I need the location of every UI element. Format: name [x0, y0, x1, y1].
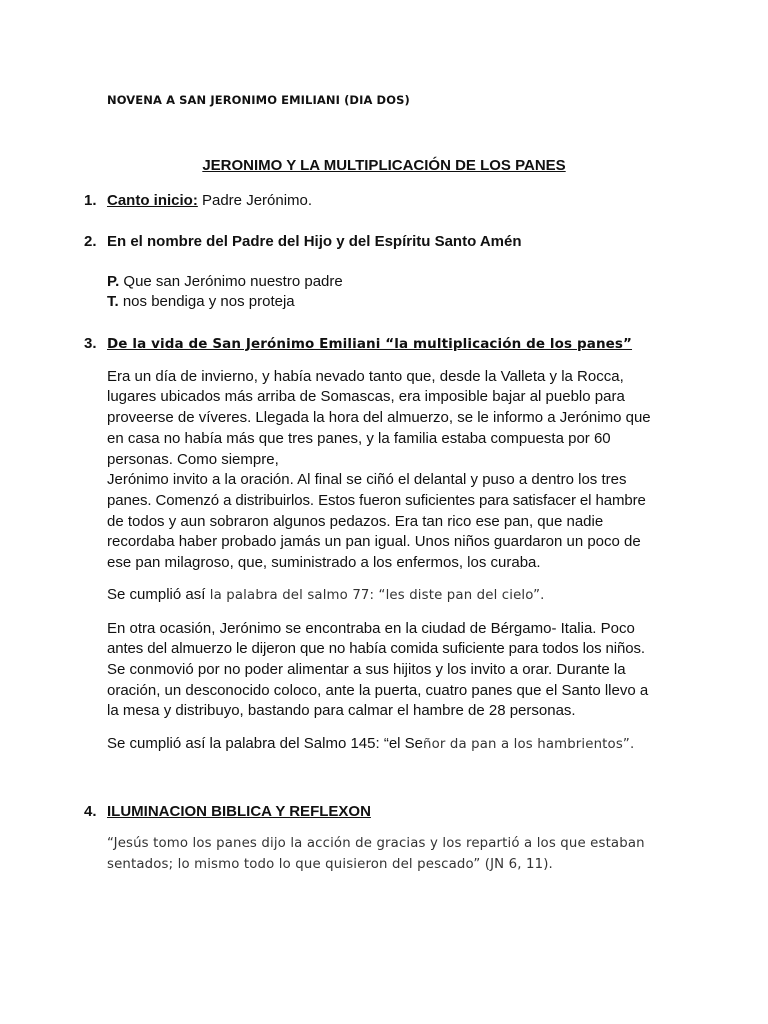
- section-4-number: 4.: [84, 803, 97, 820]
- psalm-145-line: [107, 735, 634, 752]
- prayer-p-line: [107, 273, 343, 290]
- psalm-77-lead: Se cumplió así: [107, 586, 206, 603]
- paragraph-1-line: personas. Como siempre,: [107, 451, 279, 468]
- paragraph-2-line: oración, un desconocido coloco, ante la puerta, cuatro panes que el Santo llevo a: [107, 682, 649, 699]
- section-2-heading: En el nombre del Padre del Hijo y del Espíritu Santo Amén: [107, 233, 522, 250]
- paragraph-1-line: lugares ubicados más arriba de Somascas, era imposible bajar al pueblo para: [107, 388, 625, 405]
- bible-quote-line: sentados; lo mismo todo lo que quisieron del pescado” (JN 6, 11).: [107, 857, 553, 872]
- section-1-heading: Canto inicio:: [107, 192, 198, 209]
- paragraph-1-line: en casa no había más que tres panes, y la familia estaba compuesta por 60: [107, 430, 611, 447]
- paragraph-1-line: Jerónimo invito a la oración. Al final se ciñó el delantal y puso a dentro los tres: [107, 471, 627, 488]
- paragraph-1-line: ese pan milagroso, que, suministrado a los enfermos, los curaba.: [107, 554, 541, 571]
- paragraph-2-line: la mesa y distribuyo, bastando para calmar el hambre de 28 personas.: [107, 702, 576, 719]
- section-1: [107, 192, 312, 209]
- paragraph-1-line: Era un día de invierno, y había nevado tanto que, desde la Valleta y la Rocca,: [107, 368, 624, 385]
- section-1-number: 1.: [84, 192, 97, 209]
- paragraph-2-line: En otra ocasión, Jerónimo se encontraba en la ciudad de Bérgamo- Italia. Poco: [107, 620, 635, 637]
- prayer-t-label: T.: [107, 293, 119, 310]
- prayer-t-text: nos bendiga y nos proteja: [118, 293, 295, 310]
- section-3-number: 3.: [84, 335, 97, 352]
- section-4-heading: ILUMINACION BIBLICA Y REFLEXON: [107, 803, 371, 820]
- paragraph-1-line: recordaba haber probado jamás un pan igual. Unos niños guardaron un poco de: [107, 533, 641, 550]
- prayer-t-line: [107, 293, 295, 310]
- paragraph-2-line: Se conmovió por no poder alimentar a sus hijitos y los invito a orar. Durante la: [107, 661, 626, 678]
- psalm-77-text: la palabra del salmo 77: “les diste pan del cielo”.: [205, 588, 545, 603]
- psalm-145-lead: Se cumplió así la palabra del Salmo 145: “el Se: [107, 735, 424, 752]
- section-1-text: Padre Jerónimo.: [197, 192, 313, 209]
- paragraph-1-line: proveerse de víveres. Llegada la hora del almuerzo, se le informo a Jerónimo que: [107, 409, 651, 426]
- bible-quote-line: “Jesús tomo los panes dijo la acción de gracias y los repartió a los que estaban: [107, 836, 645, 851]
- paragraph-1-line: de todos y aun sobraron algunos pedazos. Era tan rico ese pan, que nadie: [107, 513, 604, 530]
- prayer-p-label: P.: [107, 273, 120, 290]
- novena-title: NOVENA A SAN JERONIMO EMILIANI (DIA DOS): [107, 93, 410, 107]
- document-title: JERONIMO Y LA MULTIPLICACIÓN DE LOS PANES: [202, 157, 566, 174]
- paragraph-2-line: antes del almuerzo le dijeron que no había comida suficiente para todos los niños.: [107, 640, 645, 657]
- psalm-145-text: ñor da pan a los hambrientos”.: [423, 737, 635, 752]
- section-3-heading: De la vida de San Jerónimo Emiliani “la multiplicación de los panes”: [107, 336, 633, 352]
- psalm-77-line: [107, 586, 545, 603]
- paragraph-1-line: panes. Comenzó a distribuirlos. Estos fueron suficientes para satisfacer el hambre: [107, 492, 646, 509]
- section-2-number: 2.: [84, 233, 97, 250]
- prayer-p-text: Que san Jerónimo nuestro padre: [119, 273, 343, 290]
